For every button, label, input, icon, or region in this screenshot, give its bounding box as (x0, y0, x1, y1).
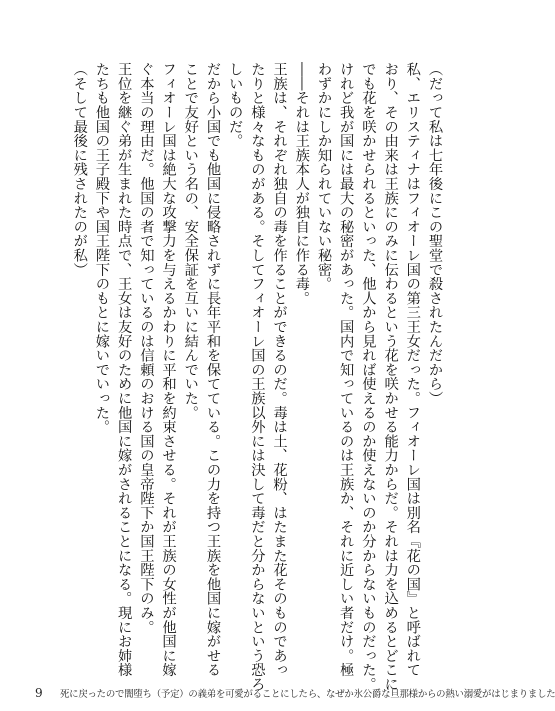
body-line: （だって私は七年後にこの聖堂で殺されたんだから） (427, 62, 443, 406)
page-footer (35, 684, 555, 702)
body-line: おり、その由来は王族にのみに伝わるという花を咲かせる能力からだ。それは力を込めるとどこに (382, 62, 399, 692)
body-line: フィオーレ国は絶大な攻撃力を与えるかわりに平和を約束させる。それが王族の女性が他国に嫁 (160, 62, 177, 677)
body-line: だから小国でも他国に侵略されずに長年平和を保てている。この力を持つ王族を他国に嫁がせる (204, 62, 221, 677)
body-line: 王位を継ぐ弟が生まれた時点で、王女は友好のために他国に嫁がされることになる。現にお姉様 (116, 62, 133, 677)
body-line: ぐ本当の理由だ。他国の者で知っているのは信頼のおける国の皇帝陛下か国王陛下のみ。 (138, 62, 155, 634)
body-line: （そして最後に残されたのが私） (71, 62, 88, 277)
body-line: たりと様々なものがある。そしてフィオーレ国の王族以外には決して毒だと分からないという恐ろ (249, 62, 266, 692)
body-line: でも花を咲かせられるといった、他人から見れば使えるのか使えないのか分からないものだった。 (360, 62, 377, 692)
page-number: 9 (35, 686, 43, 700)
body-line: 私、エリスティナはフィオーレ国の第三王女だった。フィオーレ国は別名『花の国』と呼ばれて (404, 62, 421, 677)
body-line: しいものだ。 (227, 62, 244, 148)
vertical-body-text (46, 62, 446, 692)
body-line: けれど我が国には最大の秘密があった。国内で知っているのは王族か、それに近しい者だけ。極 (338, 62, 355, 677)
body-line: わずかにしか知られていない秘密。 (315, 62, 332, 291)
body-line: ことで友好という名の、安全保証を互いに結んでいた。 (182, 62, 199, 420)
body-line: たちも他国の王子殿下や国王陛下のもとに嫁いでいった。 (93, 62, 110, 434)
running-title: 死に戻ったので闇堕ち（予定）の義弟を可愛がることにしたら、なぜか氷公爵な旦那様からの熱い溺愛がはじまりました (59, 689, 555, 700)
body-line: ――それは王族本人が独自に作る毒。 (293, 62, 310, 306)
body-line: 王族は、それぞれ独自の毒を作ることができるのだ。毒は土、花粉、はたまた花そのものであっ (271, 62, 288, 677)
